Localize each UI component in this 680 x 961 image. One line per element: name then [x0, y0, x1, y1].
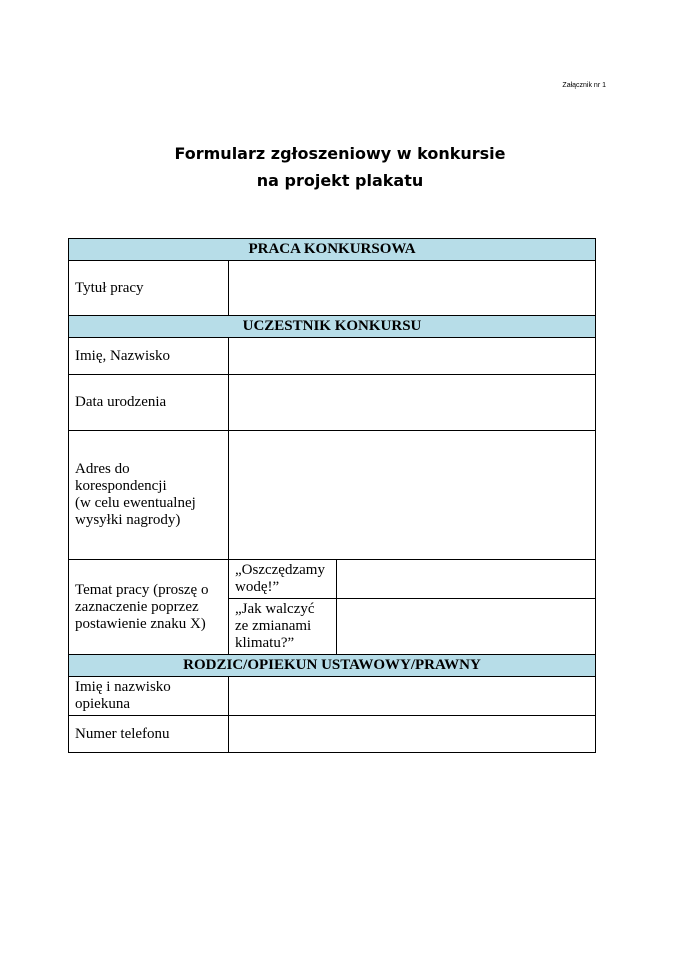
- guardian-name-label-line: opiekuna: [75, 696, 130, 712]
- title-line-2: na projekt plakatu: [256, 171, 424, 190]
- section-header-guardian: RODZIC/OPIEKUN USTAWOWY/PRAWNY: [69, 655, 596, 677]
- topic-option-water: [229, 560, 337, 599]
- address-label-line: Adres do: [75, 461, 130, 477]
- section-header-participant: UCZESTNIK KONKURSU: [69, 316, 596, 338]
- work-title-label: Tytuł pracy: [69, 261, 229, 316]
- topic-option-line: klimatu?”: [235, 635, 295, 651]
- entry-form-table: [68, 238, 596, 753]
- birthdate-field[interactable]: [229, 375, 596, 431]
- work-title-field[interactable]: [229, 261, 596, 316]
- address-label-line: wysyłki nagrody): [75, 512, 181, 528]
- name-label: Imię, Nazwisko: [69, 338, 229, 375]
- birthdate-label: Data urodzenia: [69, 375, 229, 431]
- guardian-name-label: [69, 677, 229, 716]
- address-label: [69, 431, 229, 560]
- topic-option-line: „Jak walczyć: [235, 601, 315, 617]
- topic-label-line: postawienie znaku X): [75, 615, 206, 632]
- address-label-line: (w celu ewentualnej: [75, 495, 196, 511]
- phone-label: Numer telefonu: [69, 716, 229, 753]
- title-line-1: Formularz zgłoszeniowy w konkursie: [174, 144, 506, 163]
- topic-label-line: zaznaczenie poprzez: [75, 598, 199, 615]
- address-field[interactable]: [229, 431, 596, 560]
- section-header-work: PRACA KONKURSOWA: [69, 239, 596, 261]
- guardian-name-label-line: Imię i nazwisko: [75, 679, 171, 695]
- topic-option-water-checkbox[interactable]: [337, 560, 596, 599]
- topic-label-line: Temat pracy (proszę o: [75, 581, 209, 598]
- topic-option-line: „Oszczędzamy: [235, 562, 325, 578]
- page-title: [0, 140, 680, 194]
- phone-field[interactable]: [229, 716, 596, 753]
- topic-option-line: ze zmianami: [235, 618, 312, 634]
- guardian-name-field[interactable]: [229, 677, 596, 716]
- address-label-line: korespondencji: [75, 478, 167, 494]
- topic-option-climate-checkbox[interactable]: [337, 599, 596, 655]
- topic-label: [69, 560, 229, 655]
- topic-option-line: wodę!”: [235, 579, 280, 595]
- name-field[interactable]: [229, 338, 596, 375]
- attachment-label: Załącznik nr 1: [562, 82, 606, 89]
- topic-option-climate: [229, 599, 337, 655]
